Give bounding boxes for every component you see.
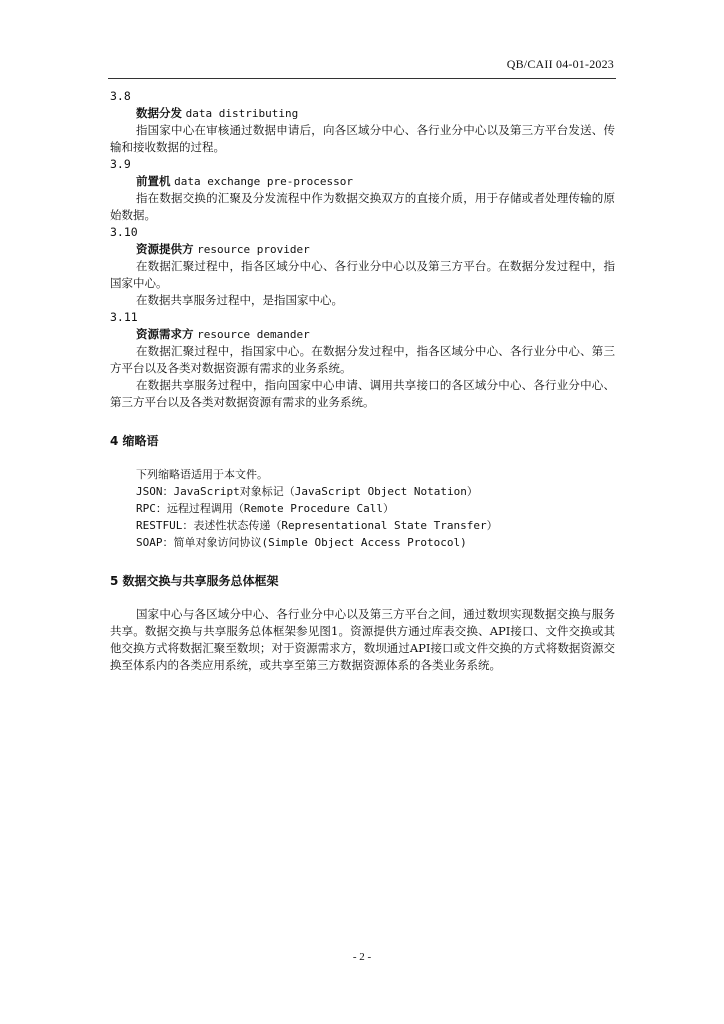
term-entry (110, 309, 615, 411)
page-number: - 2 - (352, 951, 372, 963)
abbreviation-item: JSON：JavaScript对象标记（JavaScript Object Notation） (136, 485, 478, 498)
term-number: 3.10 (110, 225, 138, 239)
term-definition: 在数据共享服务过程中，指向国家中心申请、调用共享接口的各区域分中心、各行业分中心、第三方平台以及各类对数据资源有需求的业务系统。 (110, 378, 615, 409)
page-content (110, 88, 615, 674)
term-title (110, 326, 615, 343)
term-zh: 资源需求方 (136, 327, 194, 341)
term-en: resource demander (197, 328, 310, 341)
section-heading: 4 缩略语 (110, 434, 159, 448)
term-definition: 指在数据交换的汇聚及分发流程中作为数据交换双方的直接介质，用于存储或者处理传输的原始数据。 (110, 191, 615, 222)
section-heading: 5 数据交换与共享服务总体框架 (110, 574, 279, 588)
term-number: 3.8 (110, 89, 131, 103)
term-definition: 在数据汇聚过程中，指国家中心。在数据分发过程中，指各区域分中心、各行业分中心、第三方平台以及各类对数据资源有需求的业务系统。 (110, 344, 615, 375)
header-rule (108, 78, 616, 79)
term-title (110, 105, 615, 122)
standard-code: QB/CAII 04-01-2023 (506, 57, 614, 71)
term-definition: 在数据汇聚过程中，指各区域分中心、各行业分中心以及第三方平台。在数据分发过程中，指国家中心。 (110, 259, 615, 290)
abbreviation-item: RPC：远程过程调用（Remote Procedure Call） (136, 502, 394, 515)
term-zh: 前置机 (136, 174, 171, 188)
term-zh: 资源提供方 (136, 242, 194, 256)
section-paragraph: 国家中心与各区域分中心、各行业分中心以及第三方平台之间，通过数坝实现数据交换与服务共享。数据交换与共享服务总体框架参见图1。资源提供方通过库表交换、API接口、文件交换或其他交换方式将数据汇聚至数坝；对于资源需求方，数坝通过API接口或文件交换的方式将数据资源交换至体系内的各类应用系统，或共享至第三方数据资源体系的各类业务系统。 (110, 607, 615, 672)
term-en: data distributing (185, 107, 299, 120)
abbreviation-item: RESTFUL：表述性状态传递（Representational State Transfer） (136, 519, 498, 532)
term-en: data exchange pre-processor (174, 175, 353, 188)
term-definition: 在数据共享服务过程中，是指国家中心。 (136, 293, 343, 307)
term-entry (110, 224, 615, 309)
abbreviation-intro: 下列缩略语适用于本文件。 (136, 468, 268, 481)
term-en: resource provider (197, 243, 310, 256)
term-number: 3.11 (110, 310, 138, 324)
term-title (110, 241, 615, 258)
term-title (110, 173, 615, 190)
abbreviation-item: SOAP：简单对象访问协议(Simple Object Access Protocol) (136, 536, 467, 549)
term-zh: 数据分发 (136, 106, 182, 120)
abbreviation-list (110, 466, 615, 551)
term-number: 3.9 (110, 157, 131, 171)
term-entry (110, 88, 615, 156)
term-definition: 指国家中心在审核通过数据申请后，向各区域分中心、各行业分中心以及第三方平台发送、传输和接收数据的过程。 (110, 123, 615, 154)
term-entry (110, 156, 615, 224)
